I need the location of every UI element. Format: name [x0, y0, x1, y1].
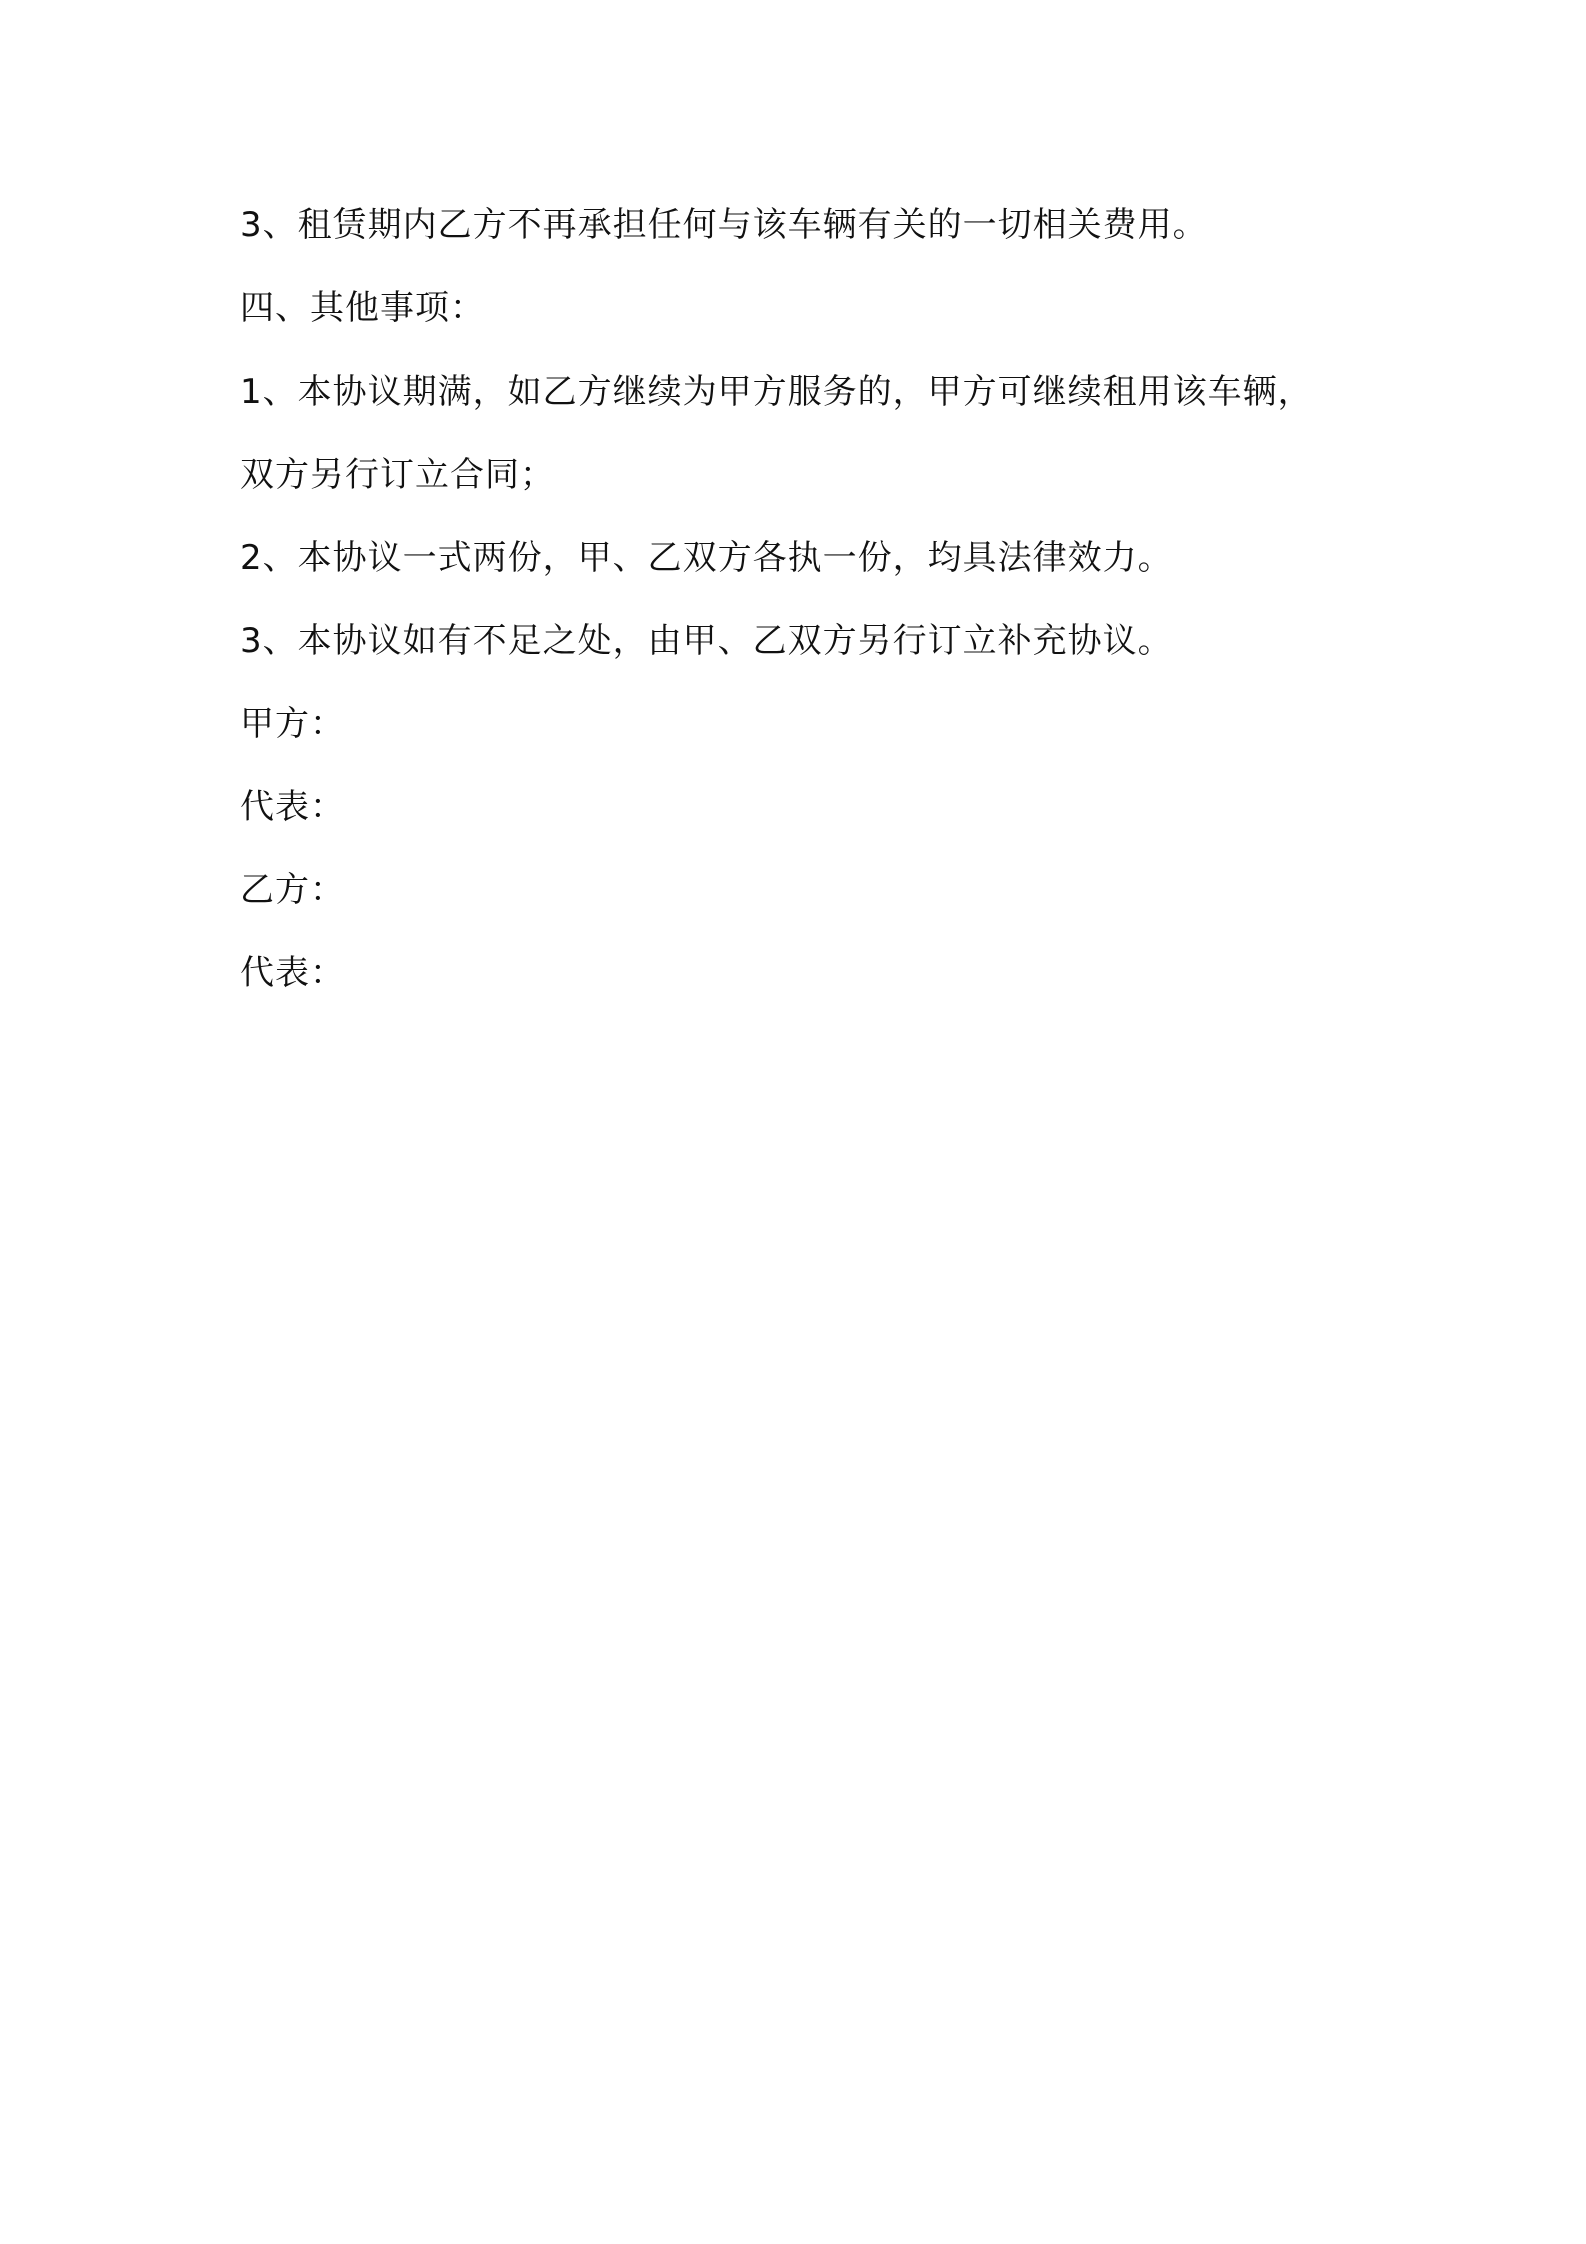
clause-1-text: 1、本协议期满，如乙方继续为甲方服务的，甲方可继续租用该车辆， — [240, 372, 1313, 412]
party-b-label: 乙方： — [240, 870, 345, 910]
clause-3-supplement-text: 3、本协议如有不足之处，由甲、乙双方另行订立补充协议。 — [240, 621, 1173, 661]
clause-2-text: 2、本协议一式两份，甲、乙双方各执一份，均具法律效力。 — [240, 538, 1173, 578]
clause-3-text: 3、租赁期内乙方不再承担任何与该车辆有关的一切相关费用。 — [240, 205, 1208, 245]
section-heading-other-matters: 四、其他事项： — [240, 288, 485, 328]
clause-1-continuation: 双方另行订立合同； — [240, 455, 555, 495]
party-a-label: 甲方： — [240, 704, 345, 744]
party-b-representative-label: 代表： — [240, 953, 345, 993]
party-a-representative-label: 代表： — [240, 787, 345, 827]
